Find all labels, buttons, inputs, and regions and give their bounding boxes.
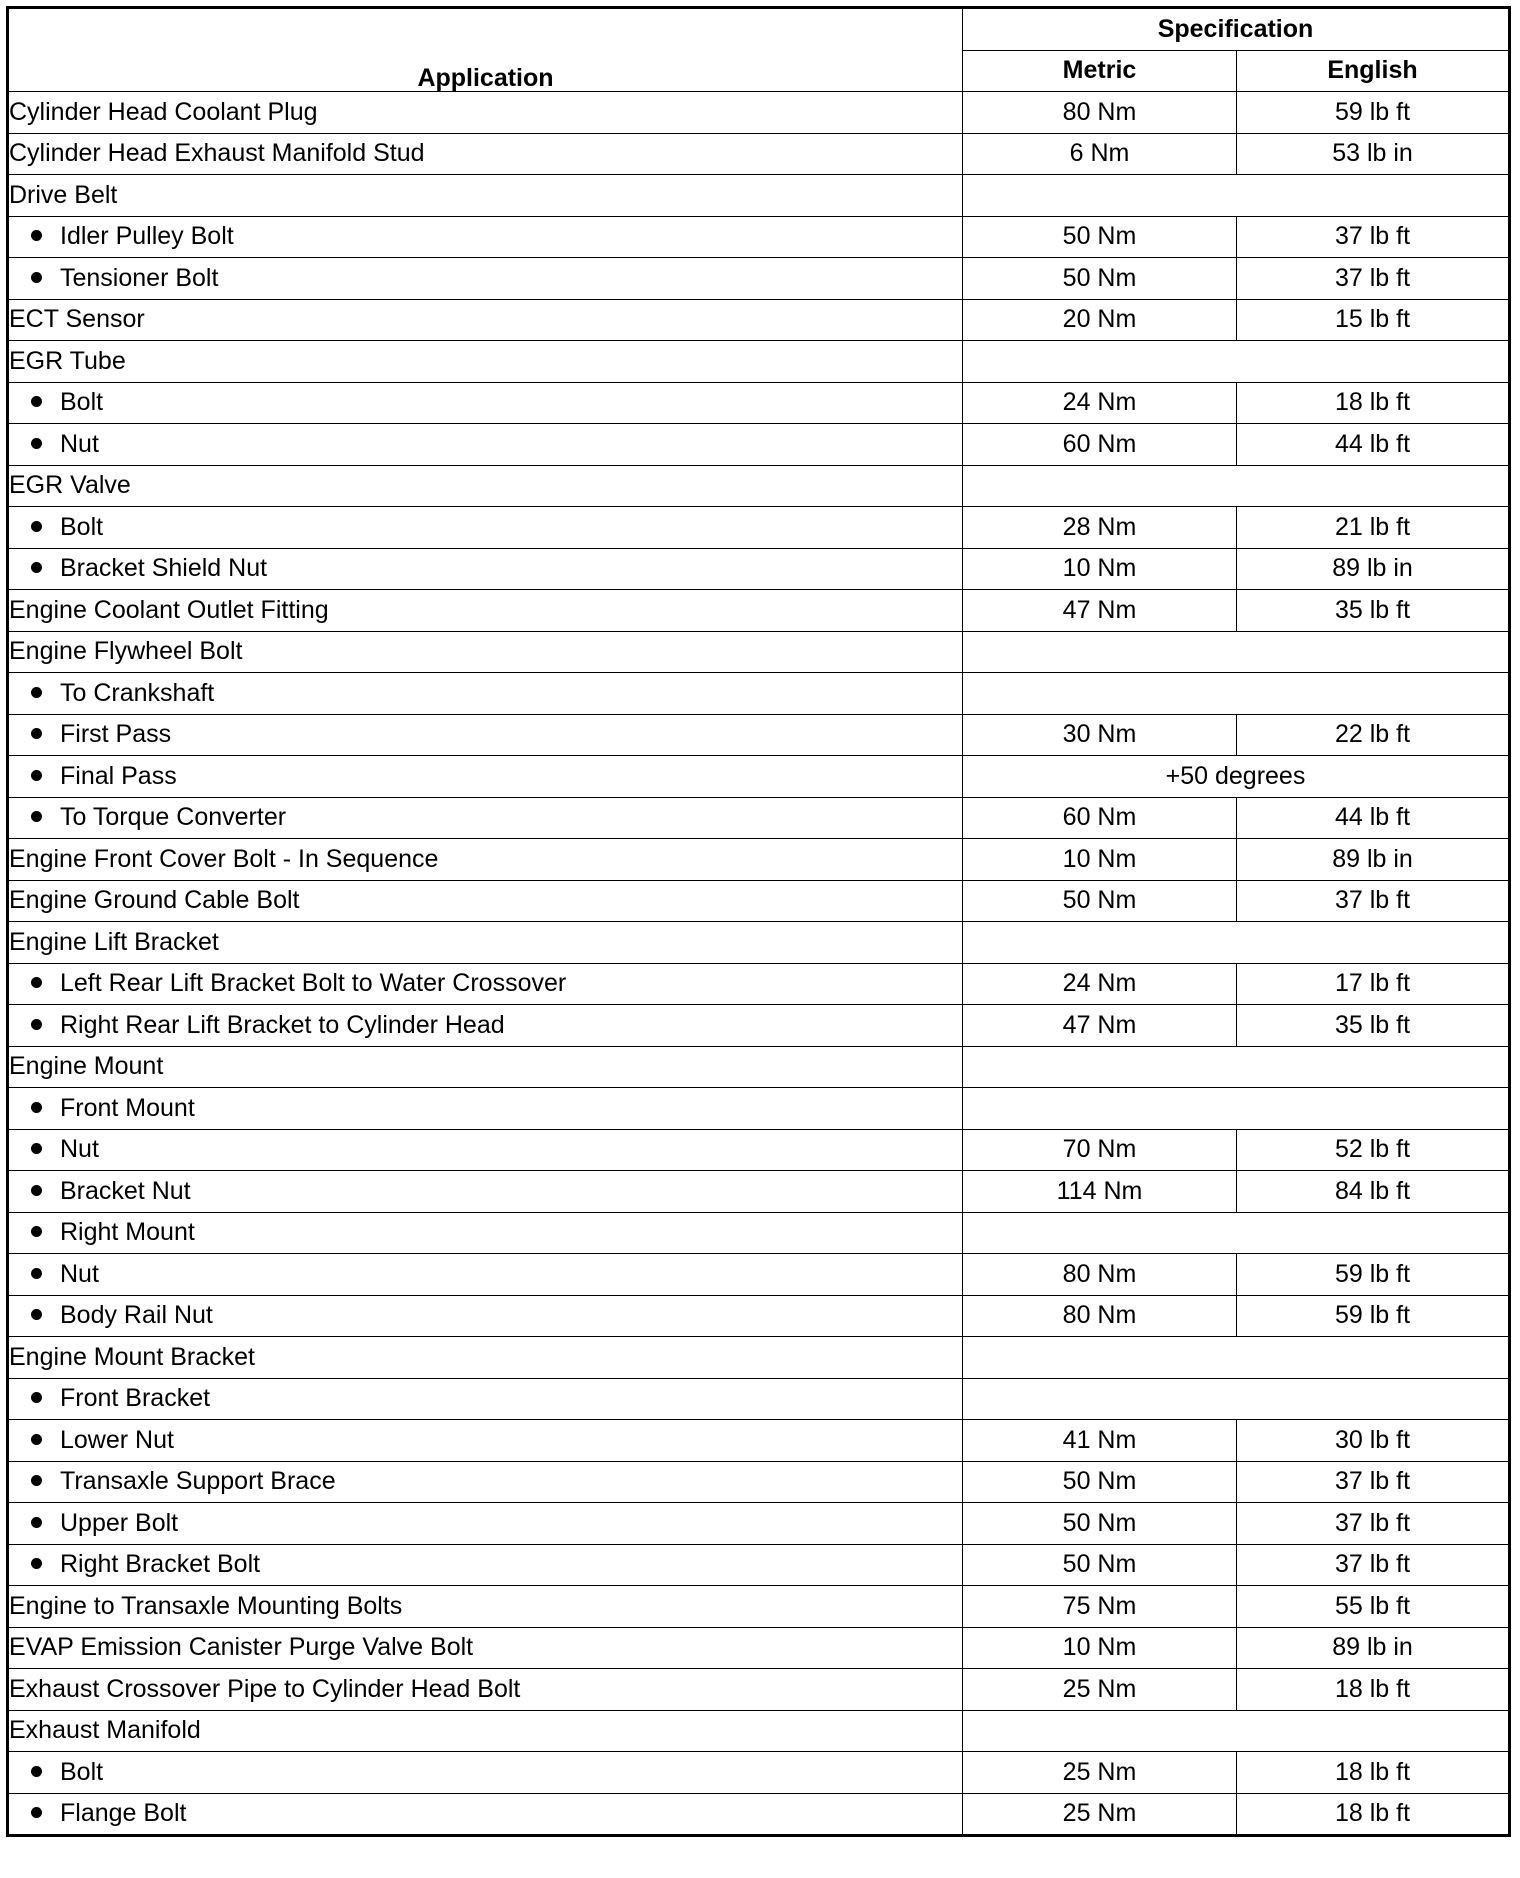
bullet-icon [31,1475,42,1486]
application-cell [8,1627,963,1669]
application-label: To Torque Converter [60,803,287,832]
application-label: Nut [60,429,99,458]
application-cell [8,548,963,590]
application-label: Right Bracket Bolt [60,1550,261,1579]
table-row [8,1544,1510,1586]
application-cell [8,1212,963,1254]
bullet-icon [31,1143,42,1154]
table-row [8,1254,1510,1296]
bullet-icon [31,230,42,241]
application-cell [8,673,963,715]
group-row [8,1046,1510,1088]
english-cell: 37 lb ft [1237,216,1510,258]
metric-cell: 50 Nm [963,258,1237,300]
metric-cell: 50 Nm [963,216,1237,258]
bullet-icon [31,1268,42,1279]
english-cell: 84 lb ft [1237,1171,1510,1213]
application-label: Front Mount [60,1093,195,1122]
bullet-icon [31,687,42,698]
empty-spec-cell [963,631,1510,673]
english-cell: 21 lb ft [1237,507,1510,549]
application-cell [8,922,963,964]
english-cell: 37 lb ft [1237,1544,1510,1586]
metric-cell: 50 Nm [963,1461,1237,1503]
application-cell [8,1752,963,1794]
table-row [8,424,1510,466]
application-label: Engine Flywheel Bolt [9,637,243,666]
table-row [8,216,1510,258]
table-body [8,92,1510,1836]
english-cell: 37 lb ft [1237,1503,1510,1545]
metric-cell: 50 Nm [963,1544,1237,1586]
application-label: Bolt [60,1757,104,1786]
bullet-icon [31,1807,42,1818]
application-cell [8,92,963,134]
application-label: ECT Sensor [9,305,145,334]
english-cell: 59 lb ft [1237,1295,1510,1337]
group-row [8,1212,1510,1254]
application-label: Engine Mount Bracket [9,1342,255,1371]
bullet-icon [31,1185,42,1196]
metric-cell: 80 Nm [963,92,1237,134]
application-cell [8,1378,963,1420]
english-cell: 35 lb ft [1237,590,1510,632]
table-row [8,258,1510,300]
english-cell: 89 lb in [1237,839,1510,881]
application-label: Cylinder Head Coolant Plug [9,97,318,126]
application-label: EVAP Emission Canister Purge Valve Bolt [9,1633,474,1662]
bullet-icon [31,977,42,988]
metric-cell: 80 Nm [963,1254,1237,1296]
table-row [8,1005,1510,1047]
application-cell [8,839,963,881]
table-row [8,92,1510,134]
application-cell [8,465,963,507]
english-cell: 18 lb ft [1237,1793,1510,1836]
header-row-top [8,8,1510,51]
english-cell: 18 lb ft [1237,382,1510,424]
metric-cell: 24 Nm [963,382,1237,424]
application-label: EGR Valve [9,471,131,500]
english-cell: 30 lb ft [1237,1420,1510,1462]
application-cell [8,507,963,549]
metric-cell: 47 Nm [963,1005,1237,1047]
table-row [8,756,1510,798]
bullet-icon [31,1226,42,1237]
application-cell [8,1544,963,1586]
application-label: EGR Tube [9,346,126,375]
bullet-icon [31,1517,42,1528]
application-label: Nut [60,1259,99,1288]
application-cell [8,341,963,383]
metric-header: Metric [963,50,1237,92]
application-cell [8,1793,963,1836]
empty-spec-cell [963,1710,1510,1752]
application-label: Nut [60,1135,99,1164]
application-cell [8,1005,963,1047]
application-label: Exhaust Crossover Pipe to Cylinder Head Bolt [9,1674,521,1703]
application-cell [8,258,963,300]
bullet-icon [31,272,42,283]
metric-cell: 25 Nm [963,1793,1237,1836]
application-label: Drive Belt [9,180,118,209]
table-row [8,1171,1510,1213]
table-row [8,714,1510,756]
application-label: Engine Coolant Outlet Fitting [9,595,329,624]
table-row [8,590,1510,632]
bullet-icon [31,811,42,822]
table-row [8,880,1510,922]
bullet-icon [31,1019,42,1030]
table-row [8,1586,1510,1628]
table-row [8,133,1510,175]
application-cell [8,1295,963,1337]
application-label: Bolt [60,512,104,541]
metric-cell: 50 Nm [963,1503,1237,1545]
english-cell: 89 lb in [1237,548,1510,590]
group-row [8,1088,1510,1130]
application-cell [8,963,963,1005]
empty-spec-cell [963,1088,1510,1130]
application-label: Bolt [60,388,104,417]
group-row [8,175,1510,217]
application-header: Application [8,8,963,92]
application-cell [8,1046,963,1088]
metric-cell: 10 Nm [963,1627,1237,1669]
english-cell: 37 lb ft [1237,258,1510,300]
application-label: Flange Bolt [60,1799,187,1828]
bullet-icon [31,1434,42,1445]
english-cell: 37 lb ft [1237,880,1510,922]
application-cell [8,631,963,673]
table-row [8,1627,1510,1669]
metric-cell: 70 Nm [963,1129,1237,1171]
table-row [8,1295,1510,1337]
application-cell [8,1710,963,1752]
metric-cell: 60 Nm [963,797,1237,839]
bullet-icon [31,1766,42,1777]
english-cell: 52 lb ft [1237,1129,1510,1171]
table-header [8,8,1510,92]
application-cell [8,1420,963,1462]
application-label: Engine Lift Bracket [9,927,219,956]
table-row [8,1461,1510,1503]
table-row [8,382,1510,424]
english-cell: 59 lb ft [1237,1254,1510,1296]
empty-spec-cell [963,465,1510,507]
application-cell [8,1171,963,1213]
bullet-icon [31,1102,42,1113]
english-cell: 18 lb ft [1237,1669,1510,1711]
bullet-icon [31,396,42,407]
group-row [8,341,1510,383]
table-row [8,507,1510,549]
application-label: Cylinder Head Exhaust Manifold Stud [9,139,425,168]
bullet-icon [31,770,42,781]
english-cell: 89 lb in [1237,1627,1510,1669]
application-label: Left Rear Lift Bracket Bolt to Water Crossover [60,969,567,998]
application-cell [8,1503,963,1545]
application-cell [8,714,963,756]
application-cell [8,1129,963,1171]
group-row [8,1378,1510,1420]
metric-cell: 6 Nm [963,133,1237,175]
english-cell: 17 lb ft [1237,963,1510,1005]
application-label: Right Mount [60,1218,195,1247]
empty-spec-cell [963,1337,1510,1379]
application-cell [8,1254,963,1296]
group-row [8,673,1510,715]
table-row [8,1503,1510,1545]
application-label: Bracket Shield Nut [60,554,268,583]
application-label: Engine Mount [9,1052,164,1081]
table-row [8,1420,1510,1462]
group-row [8,1710,1510,1752]
table-row [8,1129,1510,1171]
group-row [8,1337,1510,1379]
table-row [8,299,1510,341]
application-label: Upper Bolt [60,1508,179,1537]
table-row [8,797,1510,839]
bullet-icon [31,521,42,532]
metric-cell: 47 Nm [963,590,1237,632]
metric-cell: 20 Nm [963,299,1237,341]
empty-spec-cell [963,922,1510,964]
english-cell: 22 lb ft [1237,714,1510,756]
empty-spec-cell [963,1212,1510,1254]
table-row [8,839,1510,881]
application-label: Final Pass [60,761,177,790]
table-row [8,1752,1510,1794]
application-label: Engine Ground Cable Bolt [9,886,300,915]
english-cell: 53 lb in [1237,133,1510,175]
metric-cell: 50 Nm [963,880,1237,922]
metric-cell: 114 Nm [963,1171,1237,1213]
english-cell: 35 lb ft [1237,1005,1510,1047]
application-cell [8,1337,963,1379]
english-cell: 44 lb ft [1237,797,1510,839]
metric-cell: 41 Nm [963,1420,1237,1462]
group-row [8,465,1510,507]
application-cell [8,1586,963,1628]
english-cell: 44 lb ft [1237,424,1510,466]
application-cell [8,175,963,217]
english-cell: 37 lb ft [1237,1461,1510,1503]
application-label: Tensioner Bolt [60,263,219,292]
table-row [8,1793,1510,1836]
application-cell [8,299,963,341]
table-row [8,548,1510,590]
application-cell [8,424,963,466]
application-cell [8,216,963,258]
empty-spec-cell [963,673,1510,715]
application-label: Engine to Transaxle Mounting Bolts [9,1591,403,1620]
specification-header: Specification [963,8,1510,51]
application-label: To Crankshaft [60,678,215,707]
application-cell [8,797,963,839]
metric-cell: 10 Nm [963,839,1237,881]
bullet-icon [31,728,42,739]
metric-cell: 28 Nm [963,507,1237,549]
empty-spec-cell [963,1378,1510,1420]
application-cell [8,382,963,424]
bullet-icon [31,1309,42,1320]
application-label: Front Bracket [60,1384,211,1413]
metric-cell: 80 Nm [963,1295,1237,1337]
english-cell: 59 lb ft [1237,92,1510,134]
application-cell [8,1669,963,1711]
bullet-icon [31,562,42,573]
metric-cell: 60 Nm [963,424,1237,466]
metric-cell: 10 Nm [963,548,1237,590]
english-cell: 55 lb ft [1237,1586,1510,1628]
metric-cell: 30 Nm [963,714,1237,756]
english-cell: 15 lb ft [1237,299,1510,341]
english-header: English [1237,50,1510,92]
bullet-icon [31,438,42,449]
application-label: Bracket Nut [60,1176,191,1205]
group-row [8,631,1510,673]
application-cell [8,756,963,798]
application-label: Right Rear Lift Bracket to Cylinder Head [60,1010,505,1039]
torque-spec-table [6,6,1511,1837]
table-row [8,1669,1510,1711]
application-label: Exhaust Manifold [9,1716,201,1745]
application-label: Body Rail Nut [60,1301,213,1330]
english-cell: 18 lb ft [1237,1752,1510,1794]
empty-spec-cell [963,341,1510,383]
application-label: Transaxle Support Brace [60,1467,336,1496]
application-label: Engine Front Cover Bolt - In Sequence [9,844,439,873]
application-label: Idler Pulley Bolt [60,222,234,251]
table-row [8,963,1510,1005]
empty-spec-cell [963,1046,1510,1088]
merged-spec-cell: +50 degrees [963,756,1510,798]
group-row [8,922,1510,964]
metric-cell: 25 Nm [963,1669,1237,1711]
metric-cell: 75 Nm [963,1586,1237,1628]
application-cell [8,133,963,175]
bullet-icon [31,1558,42,1569]
application-cell [8,1461,963,1503]
application-cell [8,880,963,922]
application-cell [8,590,963,632]
application-cell [8,1088,963,1130]
empty-spec-cell [963,175,1510,217]
application-label: Lower Nut [60,1425,174,1454]
bullet-icon [31,1392,42,1403]
application-label: First Pass [60,720,172,749]
metric-cell: 24 Nm [963,963,1237,1005]
metric-cell: 25 Nm [963,1752,1237,1794]
